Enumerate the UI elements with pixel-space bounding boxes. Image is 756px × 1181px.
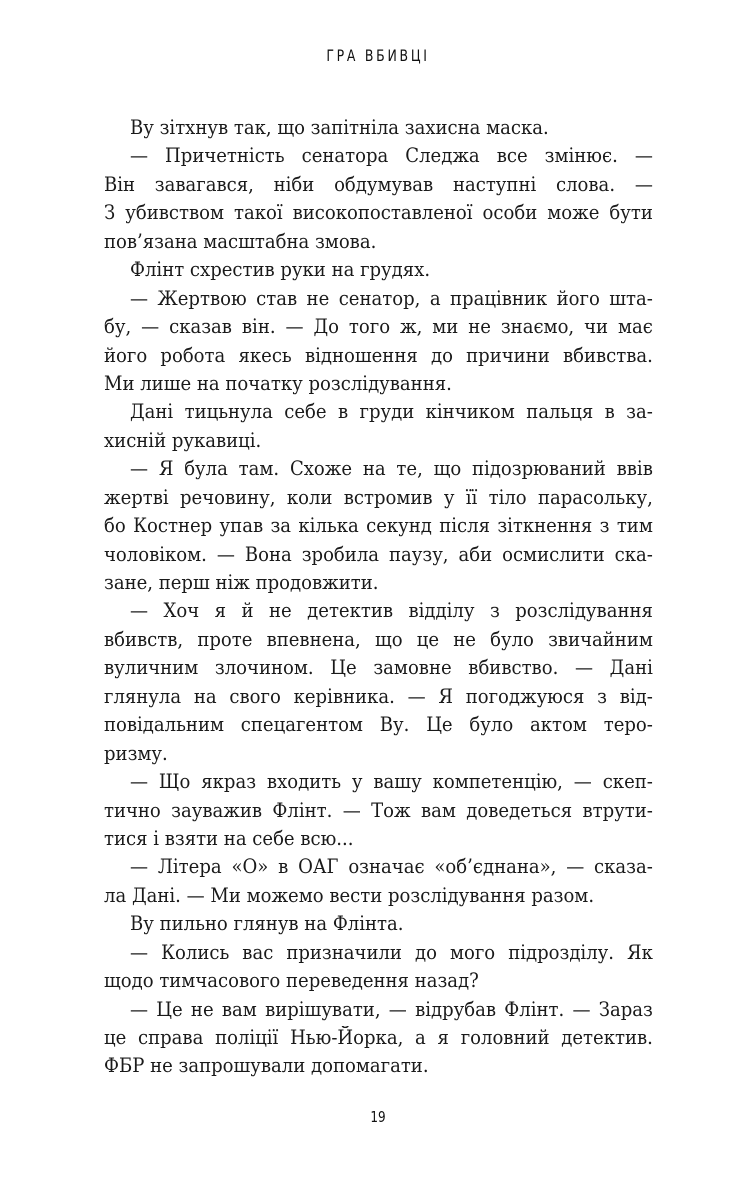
text-line-content: — Жертвою став не сенатор, а працівник його шта- (130, 286, 653, 310)
text-line-content: це справа поліції Нью-Йорка, а я головний детектив. (104, 1026, 653, 1049)
text-line (104, 427, 653, 455)
text-line (104, 569, 653, 597)
text-line (104, 853, 653, 881)
text-line (104, 626, 653, 654)
text-line (104, 455, 653, 483)
text-line-content: Дані тицьнула себе в груди кінчиком пальця в за- (130, 400, 653, 424)
text-line (104, 228, 653, 256)
page-number: 19 (370, 1108, 386, 1126)
text-line (104, 711, 653, 739)
text-line (104, 825, 653, 853)
text-line (104, 996, 653, 1024)
text-line (104, 541, 653, 569)
text-line-content: щодо тимчасового переведення назад? (104, 969, 479, 993)
text-line (104, 597, 653, 625)
text-line-content: — Літера «О» в ОАГ означає «об’єднана», — сказа- (130, 855, 653, 879)
text-line-content: тично зауважив Флінт. — Тож вам доведеться втрути- (104, 798, 653, 822)
body-text (104, 114, 653, 1081)
text-line-content: вуличним злочином. Це замовне вбивство. — Дані (104, 656, 653, 680)
text-line (104, 1052, 653, 1080)
text-line-content: ФБР не запрошували допомагати. (104, 1054, 429, 1078)
text-line (104, 342, 653, 370)
text-line (104, 768, 653, 796)
text-line-content: — Що якраз входить у вашу компетенцію, — скеп- (130, 770, 653, 794)
text-line-content: — Колись вас призначили до мого підрозділу. Як (130, 940, 653, 964)
text-line-content: Він завагався, ніби обдумував наступні слова. — (104, 172, 653, 196)
text-line (104, 1024, 653, 1052)
text-line (104, 398, 653, 426)
text-line (104, 967, 653, 995)
text-line-content: пов’язана масштабна змова. (104, 229, 377, 253)
text-line-content: бо Костнер упав за кілька секунд після зіткнення з тим (104, 514, 653, 538)
text-line (104, 654, 653, 682)
text-line-content: глянула на свого керівника. — Я погоджуюся з від- (104, 684, 653, 708)
text-line-content: Флінт схрестив руки на грудях. (130, 258, 431, 282)
text-line (104, 171, 653, 199)
text-line (104, 740, 653, 768)
text-line (104, 484, 653, 512)
text-line-content: — Я була там. Схоже на те, що підозрюваний ввів (130, 457, 653, 481)
text-line-content: чоловіком. — Вона зробила паузу, аби осмислити ска- (104, 542, 653, 566)
text-line (104, 370, 653, 398)
text-line-content: вбивств, проте впевнена, що це не було звичайним (104, 627, 653, 651)
text-line-content: З убивством такої високопоставленої особи може бути (104, 201, 653, 225)
text-line (104, 142, 653, 170)
text-line (104, 313, 653, 341)
text-line (104, 199, 653, 227)
text-line-content: його робота якесь відношення до причини вбивства. (104, 343, 653, 367)
text-line (104, 683, 653, 711)
text-line-content: зане, перш ніж продовжити. (104, 571, 379, 594)
text-line-content: повідальним спецагентом Ву. Це було актом теро- (104, 713, 653, 737)
text-line (104, 285, 653, 313)
text-line (104, 939, 653, 967)
text-line (104, 882, 653, 910)
text-line-content: бу, — сказав він. — До того ж, ми не знаємо, чи має (104, 315, 653, 339)
text-line-content: ризму. (104, 741, 168, 765)
text-line-content: Ву зітхнув так, що запітніла захисна маска. (130, 116, 549, 139)
text-line-content: жертві речовину, коли встромив у її тіло парасольку, (104, 485, 653, 509)
text-line-content: Ву пильно глянув на Флінта. (130, 912, 404, 936)
text-line-content: — Хоч я й не детектив відділу з розслідування (130, 599, 653, 623)
text-line-content: — Причетність сенатора Следжа все змінює. — (130, 144, 653, 168)
text-line (104, 256, 653, 284)
text-line-content: хисній рукавиці. (104, 428, 262, 452)
text-line (104, 797, 653, 825)
text-line-content: Ми лише на початку розслідування. (104, 371, 452, 395)
text-line-content: тися і взяти на себе всю... (104, 826, 354, 850)
running-header: ГРА ВБИВЦІ (326, 46, 430, 65)
text-line (104, 910, 653, 938)
text-line-content: — Це не вам вирішувати, — відрубав Флінт. — Зараз (130, 997, 653, 1021)
text-line (104, 512, 653, 540)
text-line-content: ла Дані. — Ми можемо вести розслідування разом. (104, 883, 595, 907)
text-line (104, 114, 653, 142)
